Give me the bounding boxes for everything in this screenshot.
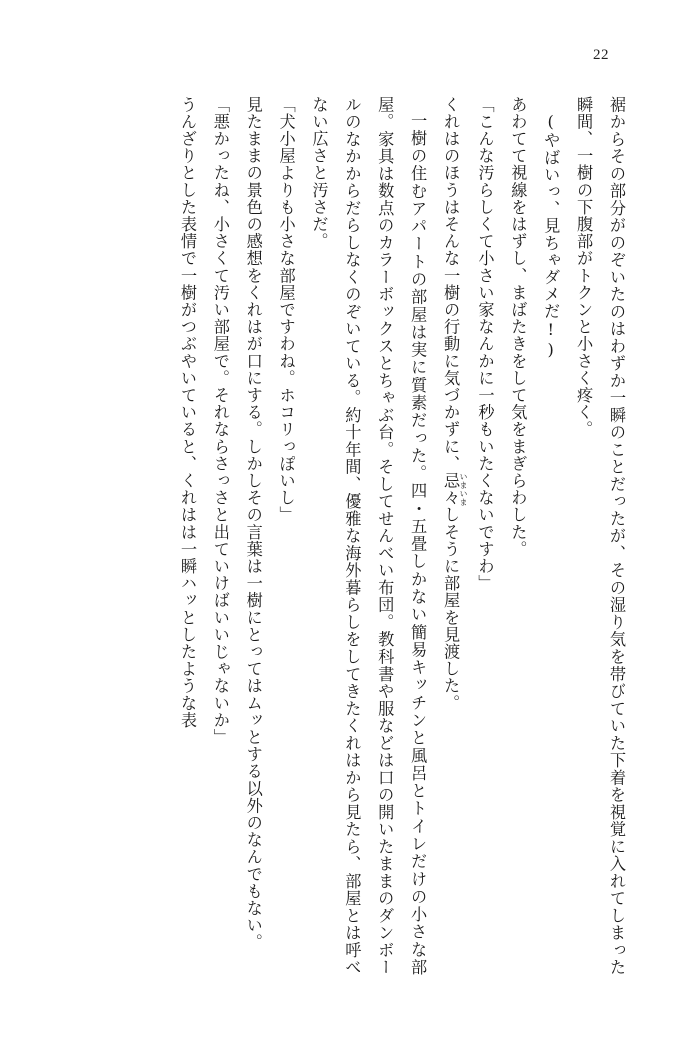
paragraph: 「犬小屋よりも小さな部屋ですわね。ホコリっぽいし」 — [276, 96, 296, 524]
paragraph: くれはのほうはそんな一樹の行動に気づかずに、忌々 いまいましそうに部屋を見渡した。 — [441, 96, 469, 712]
paragraph: うんざりとした表情で一樹がつぶやいていると、くれはは一瞬ハッとしたような表 — [177, 96, 197, 729]
page-number: 22 — [593, 47, 609, 63]
paragraph: 見たままの景色の感想をくれはが口にする。しかしその言葉は一樹にとってはムッとする以外のなんでもない。 — [243, 96, 263, 951]
paragraph: 一樹の住むアパートの部屋は実に質素だった。四・五畳しかない簡易キッチンと風呂とトイレだけの小さな部屋。家具は数点のカラーボックスとちゃぶ台。そしてせんべい布団。教科書や服などは口の開いたままのダンボールのなかからだらしなくのぞいている。約十年間、優雅な海外暮らしをしてきたくれはから見たら、部屋とは呼べない広さと汚さだ。 — [309, 96, 428, 976]
novel-body-text — [66, 96, 632, 976]
paragraph: 「悪かったね、小さくて汚い部屋で。それならさっさと出ていけばいいじゃないか」 — [210, 96, 230, 746]
paragraph: 「こんな汚らしくて小さい家なんかに一秒もいたくないですわ」 — [475, 96, 495, 592]
paragraph: あわてて視線をはずし、まばたきをして気をまぎらわした。 — [508, 96, 528, 558]
paragraph: (やばいっ、見ちゃダメだ!) — [541, 112, 561, 360]
paragraph: 裾からその部分がのぞいたのはわずか一瞬のことだったが、その湿り気を帯びていた下着を視覚に入れてしまった瞬間、一樹の下腹部がトクンと小さく疼く。 — [574, 96, 626, 976]
